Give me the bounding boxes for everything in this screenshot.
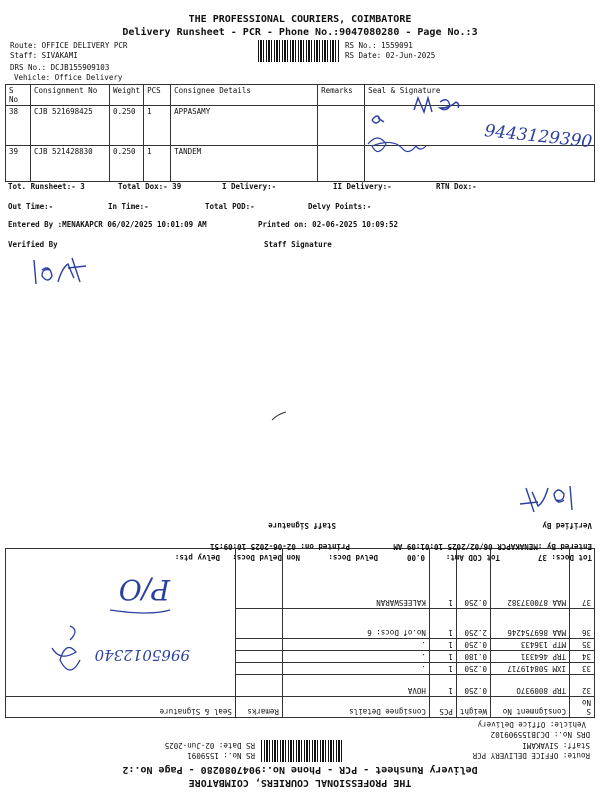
barcode-icon [258, 40, 340, 62]
row-sno: 33 [570, 663, 595, 675]
page2-rs-number: RS No.: 1559091 [187, 751, 255, 760]
i-delivery: I Delivery:- [222, 182, 277, 191]
row-pcs: 1 [429, 609, 456, 639]
out-time: Out Time:- [8, 202, 54, 211]
row-weight: 2.250 [456, 609, 490, 639]
page2-title: THE PROFESSIONAL COURIERS, COIMBATORE [188, 777, 412, 788]
col-weight: Weight [456, 697, 490, 718]
row-sno: 39 [6, 146, 31, 182]
page2-staff-signature: Staff Signature [268, 521, 336, 530]
row-remarks [235, 609, 282, 639]
row-consignment: CJB 521428830 [31, 146, 110, 182]
page2-non-delvd: Non Delvd Docs: [232, 553, 300, 562]
verified-by: Verified By [8, 240, 58, 249]
rs-number: RS No.: 1559091 [345, 41, 413, 50]
page2-delvd-docs: Delvd Docs: [328, 553, 378, 562]
row-pcs: 1 [144, 146, 171, 182]
svg-text:P/O: P/O [118, 573, 170, 606]
row-consignee: HOVA [282, 675, 429, 697]
page2-staff: Staff: SIVAKAMI [522, 741, 590, 750]
page2-barcode-icon [260, 740, 342, 762]
row-remarks [235, 651, 282, 663]
col-consignee: Consignee Details [282, 697, 429, 718]
total-dox: Total Dox:- 39 [118, 182, 182, 191]
col-pcs: PCS [144, 85, 171, 106]
row-consignment: IXM 508419717 [491, 663, 570, 675]
row-sno: 35 [570, 639, 595, 651]
row-pcs: 1 [429, 639, 456, 651]
verifier-signature-icon [28, 252, 88, 290]
col-sno: S No [6, 85, 31, 106]
row-remarks [235, 639, 282, 651]
row-pcs: 1 [144, 106, 171, 146]
table-header-row [6, 697, 595, 718]
row-sno: 36 [570, 609, 595, 639]
col-remarks: Remarks [318, 85, 365, 106]
row-consignee: No.of Docs: 6 [282, 609, 429, 639]
row-consignment: MAA 869754246 [491, 609, 570, 639]
ii-delivery: II Delivery:- [333, 182, 392, 191]
rs-date: RS Date: 02-Jun-2025 [345, 51, 436, 60]
row-consignee: . [282, 651, 429, 663]
row-consignee: . [282, 663, 429, 675]
row-pcs: 1 [429, 651, 456, 663]
row-weight: 0.180 [456, 651, 490, 663]
col-sno: S No [570, 697, 595, 718]
row-consignee: KALEESWARAN [282, 549, 429, 609]
row-remarks [318, 106, 365, 146]
col-remarks: Remarks [235, 697, 282, 718]
page2-printed-on: Printed on: 02-06-2025 10:09:51 [210, 542, 350, 551]
page2-tot-cod: Tot COD Amt: [445, 553, 500, 562]
pen-mark-icon [270, 410, 290, 424]
row-consignment: TRP 800937O [491, 675, 570, 697]
row-sno: 37 [570, 549, 595, 609]
printed-on: Printed on: 02-06-2025 10:09:52 [258, 220, 398, 229]
page-title: THE PROFESSIONAL COURIERS, COIMBATORE [188, 14, 412, 25]
row-consignment: MTP 136433 [491, 639, 570, 651]
row-consignment: TRP 464331 [491, 651, 570, 663]
row-remarks [318, 146, 365, 182]
svg-text:9965012340: 9965012340 [94, 646, 190, 664]
row-consignee: APPASAMY [171, 106, 318, 146]
row-remarks [235, 675, 282, 697]
page2-subtitle: Delivery Runsheet - PCR - Phone No.:9047080280 - Page No.:2 [122, 764, 478, 775]
staff-signature: Staff Signature [264, 240, 332, 249]
page2-verifier-signature-icon [518, 478, 578, 518]
page2-entered-by: Entered By :MENAKAPCR 06/02/2025 10:01:09 AM [393, 542, 592, 551]
svg-text:9443129390: 9443129390 [483, 121, 594, 153]
rtn-dox: RTN Dox:- [436, 182, 477, 191]
row-weight: 0.250 [456, 639, 490, 651]
entered-by: Entered By :MENAKAPCR 06/02/2025 10:01:09 AM [8, 220, 207, 229]
row-sno: 38 [6, 106, 31, 146]
row-consignment: MAA 870037382 [491, 549, 570, 609]
in-time: In Time:- [108, 202, 149, 211]
row-consignee: TANDEM [171, 146, 318, 182]
row-consignee: . [282, 639, 429, 651]
total-pod: Total POD:- [205, 202, 255, 211]
row-pcs: 1 [429, 675, 456, 697]
page2-handwriting-icon [10, 560, 200, 690]
page2-vehicle: Vehicle: Office Delivery [477, 720, 586, 729]
drs-number: DRS No.: DCJB155909103 [10, 63, 110, 72]
page2-tot-docs: Tot Docs: 37 [537, 553, 592, 562]
row-weight: 0.250 [110, 106, 144, 146]
row-consignment: CJB 521698425 [31, 106, 110, 146]
row-weight: 0.250 [456, 663, 490, 675]
tot-runsheet: Tot. Runsheet:- 3 [8, 182, 85, 191]
row-sno: 34 [570, 651, 595, 663]
route-label: Route: OFFICE DELIVERY PCR [10, 41, 128, 50]
page2-rs-date: RS Date: 02-Jun-2025 [164, 741, 255, 750]
col-signature: Seal & Signature [365, 85, 595, 106]
handwritten-signature-icon [360, 92, 596, 172]
page2-drs-number: DRS No.: DCJB155909102 [490, 730, 590, 739]
col-pcs: PCS [429, 697, 456, 718]
col-weight: Weight [110, 85, 144, 106]
row-pcs: 1 [429, 549, 456, 609]
row-pcs: 1 [429, 663, 456, 675]
col-consignment: Consignment No [31, 85, 110, 106]
page2-cod-amount: 0.00 [406, 553, 425, 562]
row-weight: 0.250 [456, 675, 490, 697]
vehicle-label: Vehicle: Office Delivery [14, 73, 123, 82]
page2-verified-by: Verified By [542, 521, 592, 530]
staff-label: Staff: SIVAKAMI [10, 51, 78, 60]
row-sno: 32 [570, 675, 595, 697]
page-subtitle: Delivery Runsheet - PCR - Phone No.:9047080280 - Page No.:3 [122, 27, 478, 38]
col-consignee: Consignee Details [171, 85, 318, 106]
rotated-page-2 [0, 470, 600, 800]
row-weight: 0.250 [110, 146, 144, 182]
row-remarks [235, 663, 282, 675]
page2-delvy-pts: Delvy pts: [174, 553, 220, 562]
col-signature: Seal & Signature [6, 697, 236, 718]
page2-route: Route: OFFICE DELIVERY PCR [472, 751, 590, 760]
col-consignment: Consignment No [491, 697, 570, 718]
row-weight: 0.250 [456, 549, 490, 609]
delvy-points: Delvy Points:- [308, 202, 372, 211]
